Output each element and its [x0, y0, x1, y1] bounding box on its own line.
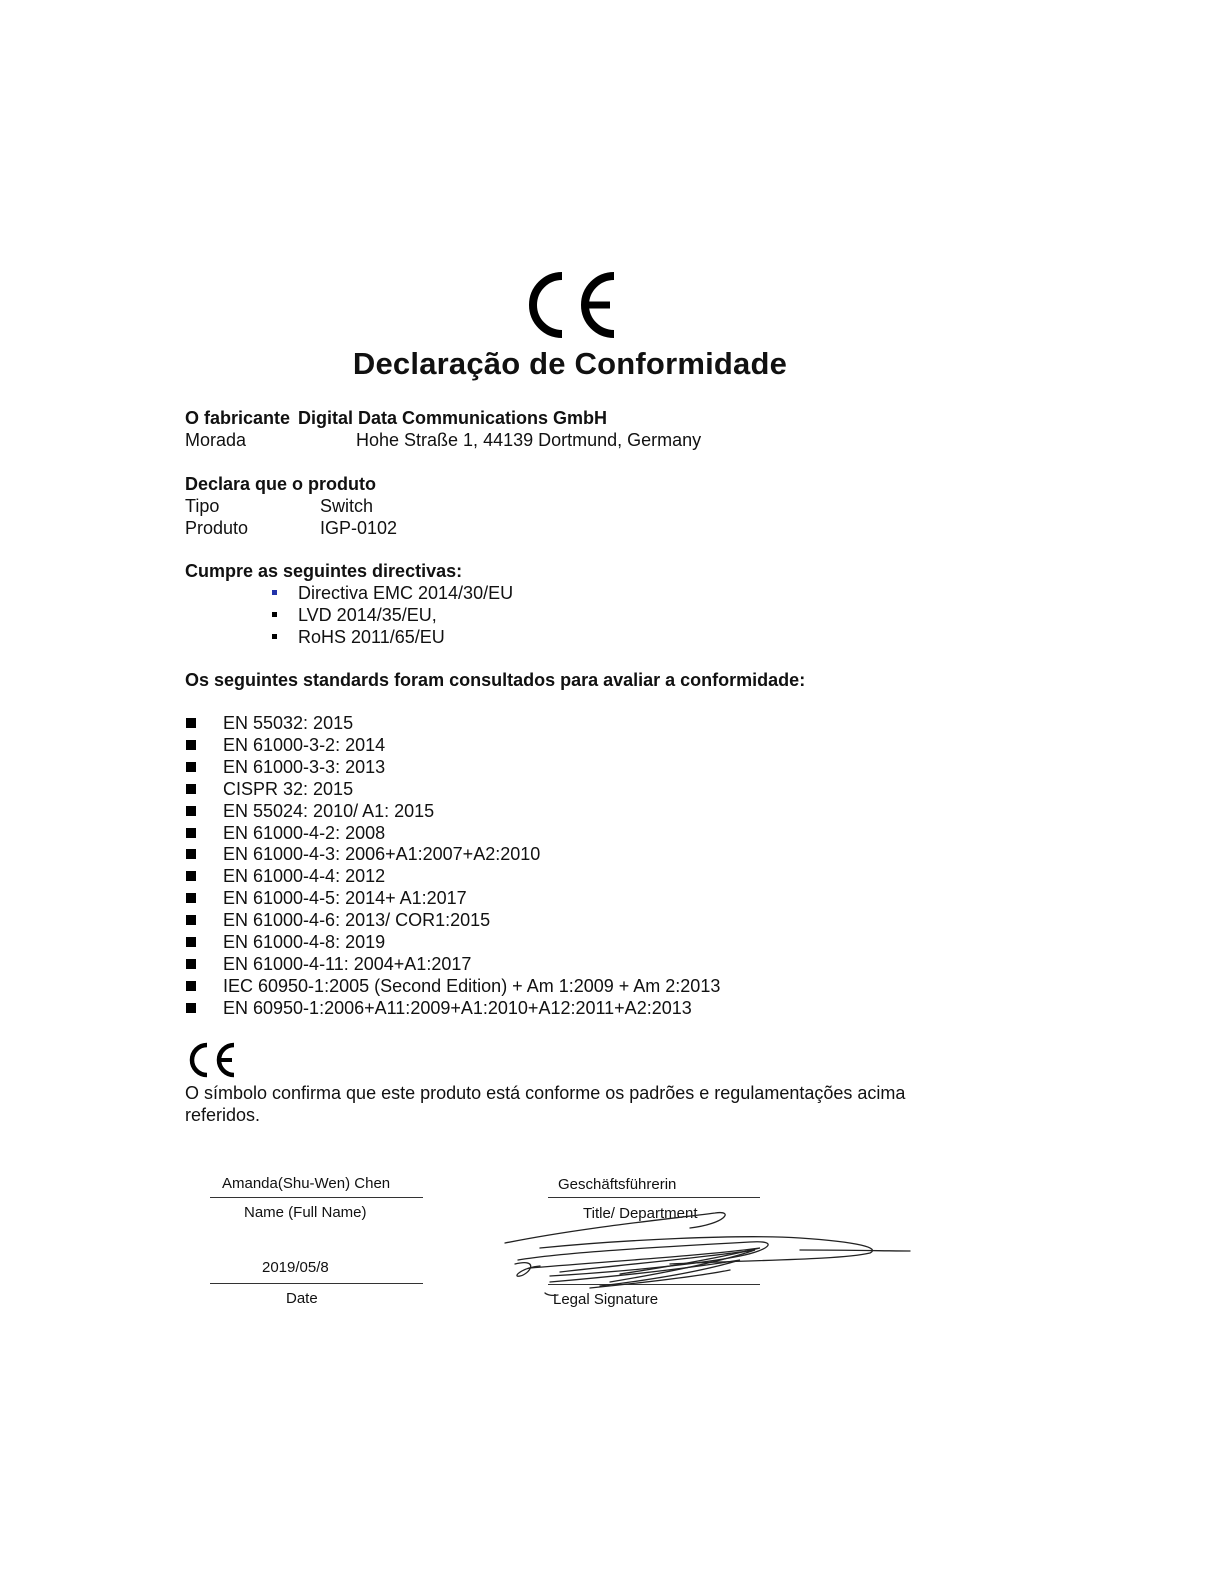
bullet-square [186, 959, 196, 969]
signatory-name: Amanda(Shu-Wen) Chen [222, 1175, 391, 1192]
bullet-square [272, 612, 277, 617]
product-value: IGP-0102 [320, 518, 398, 538]
standard-item: EN 61000-4-6: 2013/ COR1:2015 [223, 910, 491, 931]
date-value: 2019/05/8 [262, 1259, 329, 1276]
page-title: Declaração de Conformidade [352, 346, 788, 381]
title-value: Geschäftsführerin [558, 1176, 677, 1193]
standard-item: EN 61000-3-3: 2013 [223, 756, 386, 777]
bullet-square [186, 1003, 196, 1013]
standard-item: EN 55032: 2015 [223, 713, 354, 733]
bullet-square [186, 828, 196, 838]
date-underline [210, 1283, 423, 1284]
standard-item: EN 61000-3-2: 2014 [223, 734, 386, 755]
standard-item: EN 61000-4-4: 2012 [223, 866, 386, 887]
date-label: Date [286, 1290, 318, 1307]
directives-heading: Cumpre as seguintes directivas: [185, 561, 463, 581]
standard-item: EN 55024: 2010/ A1: 2015 [223, 800, 435, 821]
bullet-square [272, 634, 277, 639]
handwritten-signature [500, 1198, 915, 1308]
bullet-square [186, 806, 196, 816]
type-value: Switch [320, 496, 374, 516]
bullet-square [186, 981, 196, 991]
address-value: Hohe Straße 1, 44139 Dortmund, Germany [356, 430, 702, 450]
address-label: Morada [185, 430, 247, 450]
name-underline [210, 1197, 423, 1198]
bullet-square [186, 762, 196, 772]
conformity-statement-line2: referidos. [185, 1105, 261, 1125]
bullet-square [186, 849, 196, 859]
bullet-square [186, 718, 196, 728]
bullet-square [186, 937, 196, 947]
directive-item: RoHS 2011/65/EU [298, 627, 445, 647]
signature-label: Legal Signature [553, 1291, 659, 1308]
product-heading: Declara que o produto [185, 474, 377, 494]
standard-item: EN 61000-4-8: 2019 [223, 932, 386, 952]
standards-heading: Os seguintes standards foram consultados para avaliar a conformidade: [185, 670, 806, 690]
bullet-square [186, 740, 196, 750]
manufacturer-name: Digital Data Communications GmbH [298, 408, 608, 428]
name-label: Name (Full Name) [244, 1204, 367, 1221]
directive-item: Directiva EMC 2014/30/EU [298, 583, 514, 603]
standard-item: EN 61000-4-5: 2014+ A1:2017 [223, 888, 467, 909]
bullet-square [186, 871, 196, 881]
standard-item: EN 61000-4-11: 2004+A1:2017 [223, 953, 472, 974]
ce-mark-large [522, 270, 622, 340]
type-label: Tipo [185, 496, 220, 516]
bullet-square [186, 784, 196, 794]
standard-item: EN 61000-4-3: 2006+A1:2007+A2:2010 [223, 844, 541, 865]
bullet-square [272, 590, 277, 595]
title-label: Title/ Department [583, 1205, 698, 1222]
bullet-square [186, 915, 196, 925]
standard-item: IEC 60950-1:2005 (Second Edition) + Am 1:2009 + Am 2:2013 [223, 975, 721, 996]
bullet-square [186, 893, 196, 903]
conformity-statement-line1: O símbolo confirma que este produto está conforme os padrões e regulamentações acima [185, 1083, 906, 1103]
directive-item: LVD 2014/35/EU, [298, 605, 437, 625]
standard-item: EN 60950-1:2006+A11:2009+A1:2010+A12:2011+A2:2013 [223, 997, 692, 1018]
manufacturer-label: O fabricante [185, 408, 291, 428]
standard-item: EN 61000-4-2: 2008 [223, 822, 386, 843]
product-label: Produto [185, 518, 249, 538]
ce-mark-small [186, 1042, 238, 1078]
standard-item: CISPR 32: 2015 [223, 778, 354, 799]
